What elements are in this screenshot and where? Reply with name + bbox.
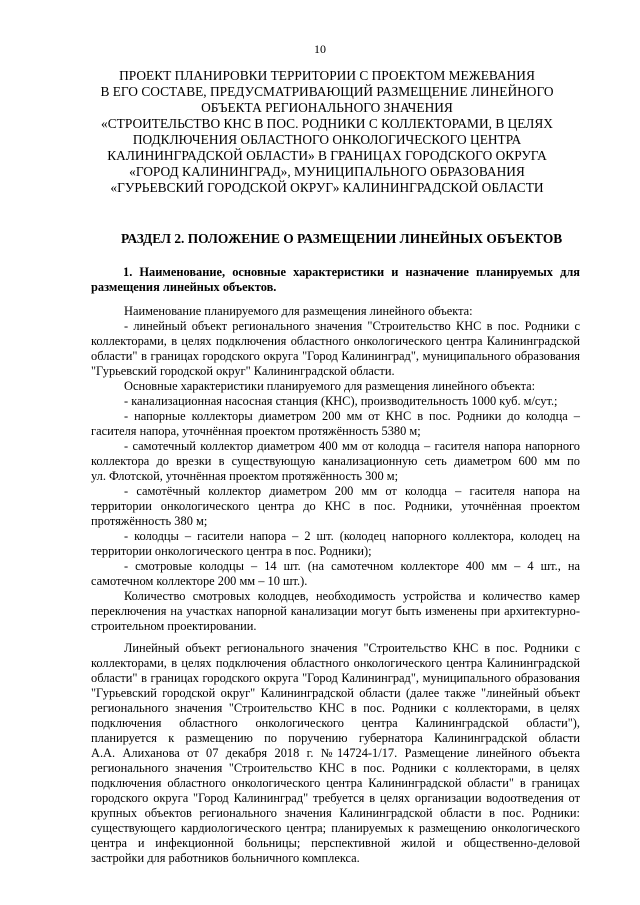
paragraph-line: территории онкологического центра в пос. Родники); (91, 544, 372, 558)
title-line: «ГУРЬЕВСКИЙ ГОРОДСКОЙ ОКРУГ» КАЛИНИНГРАДСКОЙ ОБЛАСТИ (110, 180, 544, 195)
paragraph-gap (91, 634, 580, 641)
page-number: 10 (314, 42, 326, 56)
paragraph (91, 529, 580, 559)
paragraph-line: Наименование планируемого для размещения линейного объекта: (124, 304, 473, 318)
title-line: ПРОЕКТ ПЛАНИРОВКИ ТЕРРИТОРИИ С ПРОЕКТОМ МЕЖЕВАНИЯ (119, 68, 535, 83)
paragraph-line: регионального значения "Строительство КНС в пос. Родники с коллекторами, в целях (91, 761, 580, 775)
paragraph-line: Линейный объект регионального значения "Строительство КНС в пос. Родники с (124, 641, 580, 655)
paragraph-line: Основные характеристики планируемого для размещения линейного объекта: (124, 379, 536, 393)
title-line: В ЕГО СОСТАВЕ, ПРЕДУСМАТРИВАЮЩИЙ РАЗМЕЩЕНИЕ ЛИНЕЙНОГО (100, 84, 554, 99)
paragraph-line: коллекторами, в целях подключения областного онкологического центра Калининградской (91, 334, 580, 348)
paragraph-line: "Гурьевский городской округ" Калининградской области. (91, 364, 395, 378)
paragraph-line: планируется к размещению по поручению губернатора Калининградской области (91, 731, 580, 745)
paragraph-line: строительном проектировании. (91, 619, 257, 633)
subsection-heading (91, 265, 580, 295)
paragraph-line: области" в границах городского округа "Город Калининград", муниципального образования (91, 671, 580, 685)
paragraph-line: застройки для работников больничного комплекса. (91, 851, 360, 865)
paragraph-line: центра и инфекционной больницы; перспективной жилой и общественно-деловой (91, 836, 580, 850)
paragraph-line: - линейный объект регионального значения "Строительство КНС в пос. Родники с (124, 319, 580, 333)
paragraph-line: Количество смотровых колодцев, необходимость устройства и количество камер (124, 589, 580, 603)
paragraph (91, 641, 580, 866)
subsection-heading-line: 1. Наименование, основные характеристики и назначение планируемых для (123, 265, 580, 279)
paragraph-line: коллекторами, в целях подключения областного онкологического центра Калининградской (91, 656, 580, 670)
subsection-heading-line: размещения линейных объектов. (91, 280, 277, 294)
document-title (92, 68, 562, 196)
paragraph (91, 394, 580, 409)
paragraph-line: существующего кардиологического центра; планируемых к размещению онкологического (91, 821, 580, 835)
paragraph-line: самотечном коллекторе 200 мм – 10 шт.). (91, 574, 308, 588)
paragraph (91, 319, 580, 379)
paragraph-line: ул. Флотской, уточнённая проектом протяжённость 300 м; (91, 469, 399, 483)
paragraph-line: - напорные коллекторы диаметром 200 мм от КНС в пос. Родники до колодца – (124, 409, 580, 423)
paragraph-line: - канализационная насосная станция (КНС), производительность 1000 куб. м/сут.; (124, 394, 558, 408)
document-body (91, 304, 580, 866)
paragraph-line: А.А. Алиханова от 07 декабря 2018 г. №14724-1/17. Размещение линейного объекта (91, 746, 580, 760)
paragraph-line: гасителя напора, уточнённая проектом протяжённость 5380 м; (91, 424, 421, 438)
paragraph-line: области" в границах городского округа "Город Калининград", муниципального образования (91, 349, 580, 363)
paragraph (91, 559, 580, 589)
paragraph (91, 304, 580, 319)
paragraph-line: "Гурьевский городской округ" Калининградской области (далее также "линейный объект (91, 686, 580, 700)
paragraph-line: - самотечный коллектор диаметром 400 мм от колодца – гасителя напора напорного (124, 439, 580, 453)
paragraph (91, 484, 580, 529)
paragraph-line: подключения областного онкологического центра Калининградской области"), (91, 716, 580, 730)
paragraph-line: - колодцы – гасители напора – 2 шт. (колодец напорного коллектора, колодец на (124, 529, 580, 543)
paragraph-line: подключения областного онкологического центра Калининградской области" в границах (91, 776, 580, 790)
paragraph (91, 589, 580, 634)
paragraph-line: переключения на участках напорной канализации могут быть изменены при архитектурно- (91, 604, 580, 618)
section-title: РАЗДЕЛ 2. ПОЛОЖЕНИЕ О РАЗМЕЩЕНИИ ЛИНЕЙНЫХ ОБЪЕКТОВ (121, 231, 563, 246)
paragraph-line: - смотровые колодцы – 14 шт. (на самотечном коллекторе 400 мм – 4 шт., на (124, 559, 580, 573)
title-line: ПОДКЛЮЧЕНИЯ ОБЛАСТНОГО ОНКОЛОГИЧЕСКОГО ЦЕНТРА (132, 132, 522, 147)
title-line: ОБЪЕКТА РЕГИОНАЛЬНОГО ЗНАЧЕНИЯ (201, 100, 453, 115)
paragraph-line: городского округа "Город Калининград" требуется в целях организации водоотведения от (91, 791, 580, 805)
paragraph-line: протяжённость 380 м; (91, 514, 208, 528)
title-line: «СТРОИТЕЛЬСТВО КНС В ПОС. РОДНИКИ С КОЛЛЕКТОРАМИ, В ЦЕЛЯХ (101, 116, 553, 131)
paragraph-line: регионального значения "Строительство КНС в пос. Родники с коллекторами, в целях (91, 701, 580, 715)
paragraph-line: крупных объектов регионального значения Калининградской области в пос. Родники: (91, 806, 580, 820)
title-line: «ГОРОД КАЛИНИНГРАД», МУНИЦИПАЛЬНОГО ОБРАЗОВАНИЯ (129, 164, 525, 179)
title-line: КАЛИНИНГРАДСКОЙ ОБЛАСТИ» В ГРАНИЦАХ ГОРОДСКОГО ОКРУГА (107, 148, 547, 163)
paragraph-line: коллектора до врезки в существующую канализационную сеть диаметром 600 мм по (91, 454, 580, 468)
paragraph-line: территории онкологического центра до КНС в пос. Родники, уточнённая проектом (91, 499, 580, 513)
paragraph (91, 409, 580, 439)
paragraph (91, 439, 580, 484)
paragraph (91, 379, 580, 394)
paragraph-line: - самотёчный коллектор диаметром 200 мм от колодца – гасителя напора на (124, 484, 580, 498)
